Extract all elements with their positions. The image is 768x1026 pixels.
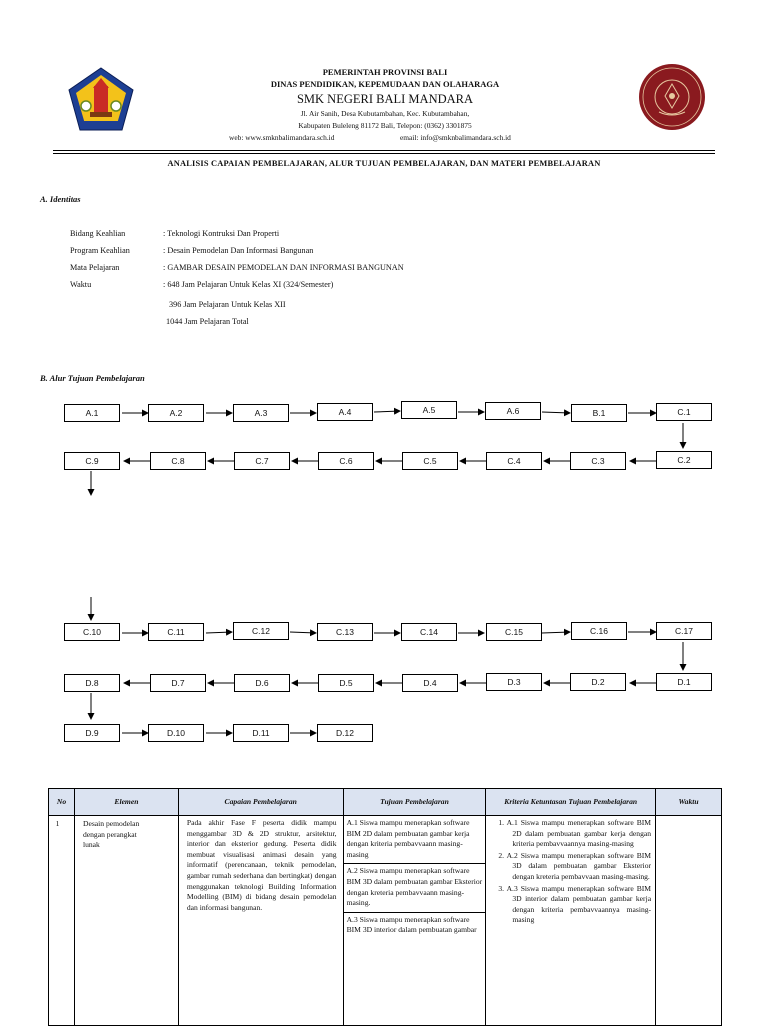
identity-value: : Teknologi Kontruksi Dan Properti (163, 229, 280, 238)
header-no: No (49, 789, 75, 816)
identity-label: Waktu (70, 280, 92, 289)
flow-box: C.15 (486, 623, 542, 641)
flow-box: D.1 (656, 673, 712, 691)
flow-box: C.2 (656, 451, 712, 469)
flow-box: C.5 (402, 452, 458, 470)
cell-tujuan (343, 816, 486, 1026)
flow-box: D.5 (318, 674, 374, 692)
cell-kriteria (486, 816, 656, 1026)
flow-box: A.2 (148, 404, 204, 422)
flow-box: D.10 (148, 724, 204, 742)
flow-box: A.6 (485, 402, 541, 420)
document-title: ANALISIS CAPAIAN PEMBELAJARAN, ALUR TUJUAN PEMBELAJARAN, DAN MATERI PEMBELAJARAN (167, 159, 601, 168)
cell-waktu (656, 816, 722, 1026)
kriteria-item: 3. A.3 Siswa mampu menerapkan software BIM 3D interior dalam pembuatan gambar kerja dengan kriteria pembavvaannya masing-masing (498, 883, 652, 925)
header-elemen: Elemen (74, 789, 178, 816)
flow-box: C.4 (486, 452, 542, 470)
flow-box: D.7 (150, 674, 206, 692)
identity-label: Bidang Keahlian (70, 229, 126, 238)
tujuan-item: A.2 Siswa mampu menerapkan software BIM 3D dalam pembuatan gambar Eksterior dengan kreteria pembavvaann masing-masing. (344, 864, 486, 912)
web-address: web: www.smknbalimandara.sch.id (229, 133, 335, 142)
table-header-row (49, 789, 722, 816)
address-line1: Jl. Air Sanih, Desa Kubutambahan, Kec. Kubutambahan, (300, 109, 470, 118)
header-waktu: Waktu (656, 789, 722, 816)
flow-box: D.11 (233, 724, 289, 742)
email-address: email: info@smknbalimandara.sch.id (400, 133, 511, 142)
kriteria-item: 2. A.2 Siswa mampu menerapkan software BIM 3D dalam pembuatan gambar Eksterior dengan kreteria pembavvaan masing-masing. (498, 850, 652, 881)
flow-box: C.12 (233, 622, 289, 640)
identity-label: Program Keahlian (70, 246, 130, 255)
flow-box: C.1 (656, 403, 712, 421)
flow-box: C.8 (150, 452, 206, 470)
identity-label: Mata Pelajaran (70, 263, 120, 272)
waktu-extra-2: 1044 Jam Pelajaran Total (166, 317, 249, 326)
header-tujuan: Tujuan Pembelajaran (343, 789, 486, 816)
identity-value: : GAMBAR DESAIN PEMODELAN DAN INFORMASI BANGUNAN (163, 263, 404, 272)
cell-elemen: Desain pemodelan dengan perangkat lunak (74, 816, 178, 1026)
identity-value: : Desain Pemodelan Dan Informasi Bangunan (163, 246, 314, 255)
section-b-heading: B. Alur Tujuan Pembelajaran (40, 373, 145, 383)
flow-box: C.10 (64, 623, 120, 641)
waktu-extra-1: 396 Jam Pelajaran Untuk Kelas XII (169, 300, 286, 309)
header-capaian: Capaian Pembelajaran (178, 789, 343, 816)
cell-no: 1 (49, 816, 75, 1026)
flow-box: C.6 (318, 452, 374, 470)
flow-box: D.6 (234, 674, 290, 692)
flow-box: B.1 (571, 404, 627, 422)
section-a-heading: A. Identitas (40, 194, 81, 204)
flow-box: C.13 (317, 623, 373, 641)
flow-box: C.3 (570, 452, 626, 470)
flow-box: C.11 (148, 623, 204, 641)
header-line2: DINAS PENDIDIKAN, KEPEMUDAAN DAN OLAHARAGA (270, 79, 500, 89)
flow-box: C.16 (571, 622, 627, 640)
flow-box: C.14 (401, 623, 457, 641)
flow-box: D.2 (570, 673, 626, 691)
table-row (49, 816, 722, 1026)
flow-box: C.7 (234, 452, 290, 470)
flow-box: D.8 (64, 674, 120, 692)
flow-box: A.1 (64, 404, 120, 422)
flow-box: C.9 (64, 452, 120, 470)
flow-box: C.17 (656, 622, 712, 640)
tujuan-item: A.1 Siswa mampu menerapkan software BIM 2D dalam pembuatan gambar kerja dengan kriteria pembavvaann masing-masing (344, 816, 486, 864)
cell-capaian: Pada akhir Fase F peserta didik mampu menggambar 3D & 2D struktur, arsitektur, interior dan eksterior gedung. Peserta didik membuat visualisasi animasi desain yang informatif (perencanaan, teknik pemodelan, gambar rumah sederhana dan bertingkat) dengan menggunakan teknologi Building Information Modelling (BIM) di bidang desain pemodelan dan informasi bangunan. (178, 816, 343, 1026)
tujuan-item: A.3 Siswa mampu menerapkan software BIM 3D interior dalam pembuatan gambar (346, 914, 477, 935)
kriteria-item: 1. A.1 Siswa mampu menerapkan software BIM 2D dalam pembuatan gambar kerja dengan kriteria pembavvaannya masing-masing (498, 818, 652, 849)
flow-box: D.12 (317, 724, 373, 742)
flow-box: D.3 (486, 673, 542, 691)
school-name: SMK NEGERI BALI MANDARA (296, 92, 474, 106)
flow-box: A.4 (317, 403, 373, 421)
address-line2: Kabupaten Buleleng 81172 Bali, Telepon: (0362) 3301875 (298, 121, 472, 130)
identity-value: : 648 Jam Pelajaran Untuk Kelas XI (324/Semester) (163, 280, 334, 289)
header-kriteria: Kriteria Ketuntasan Tujuan Pembelajaran (486, 789, 656, 816)
flow-box: D.9 (64, 724, 120, 742)
flow-box: A.5 (401, 401, 457, 419)
header-line1: PEMERINTAH PROVINSI BALI (322, 67, 448, 77)
flow-box: A.3 (233, 404, 289, 422)
flow-box: D.4 (402, 674, 458, 692)
learning-outcomes-table (48, 788, 722, 1026)
